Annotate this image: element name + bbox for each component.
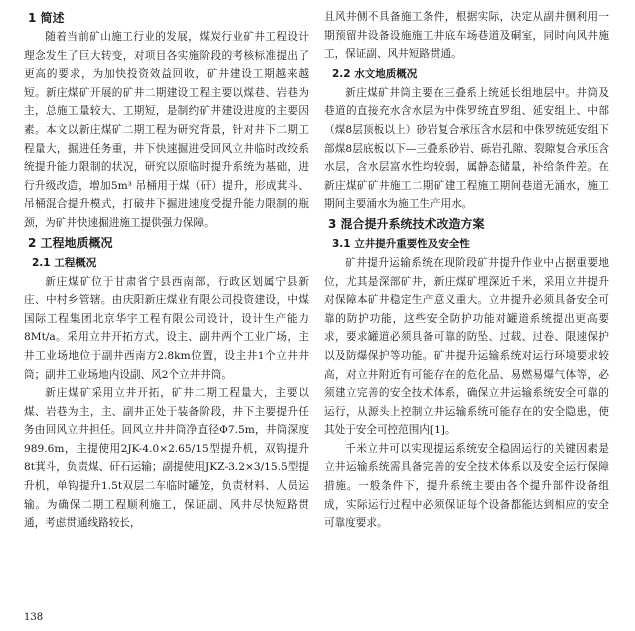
- subsection-heading-2-2: 2.2 水文地质概况: [332, 67, 418, 80]
- kilometer-shaft-paragraph: 千米立井可以实现提运系统安全稳固运行的关键因素是立井运输系统需具备完善的安全技术体系以及安全运行保障措施。一般条件下，提升系统主要由各个提升部件设备组成，实际运行过程中必须保证每个设备都能达到相应的安全可靠度要求。: [324, 442, 609, 530]
- section-heading-3: 3 混合提升系统技术改造方案: [328, 216, 485, 231]
- page-number: 138: [24, 612, 44, 623]
- right-column: [324, 8, 609, 533]
- intro-paragraph: 随着当前矿山施工行业的发展，煤炭行业矿井工程设计理念发生了巨大转变，对项目各实施阶段的考核标准提出了更高的要求，为加快投资效益回收，矿井建设工期越来越短。新庄煤矿开展的矿井二期建设工程主要以煤巷、岩巷为主，总施工量较大、工期短，是制约矿井建设进度的主要因素。本文以新庄煤矿二期工程为研究背景，针对井下二期工程量大，掘进任务重，井下快速掘进受回风立井临时改绞系统提升能力限制的状况，研究以原临时提升系统为基础，进行升级改造，增加5m³ 吊桶用于煤（矸）提升，形成萁斗、吊桶混合提升模式，打破井下掘进速度受提升能力限制的瓶颈，为矿井快速掘进施工提供强力保障。: [24, 31, 309, 229]
- continued-paragraph: 且风井侧不具备施工条件，根据实际，决定从副井侧利用一期预留井设备设施施工井底车场巷道及硐室，同时向风井施工，保证副、风井短路贯通。: [324, 11, 609, 61]
- section-heading-2: 2 工程地质概况: [28, 235, 113, 250]
- hydrogeology-paragraph: 新庄煤矿井筒主要在三叠系上统延长组地层中。井筒及巷道的直接充水含水层为中侏罗统直罗组、延安组上、中部（煤8层顶板以上）砂岩复合承压含水层和中侏罗统延安组下部煤8层底板以下—三叠系砂岩、砾岩孔隙、裂隙复合承压含水层，含水层富水性均较弱，属静态储量，补给条件差。在新庄煤矿矿井施工二期矿建工程施工期间巷道无涌水，施工期间主要涌水为施工生产用水。: [324, 86, 609, 211]
- section-heading-1: 1 简述: [28, 11, 65, 25]
- hoisting-paragraph: 新庄煤矿采用立井开拓，矿井二期工程量大，主要以煤、岩巷为主，主、副井正处于装备阶段，井下主要提升任务由回风立井担任。回风立井井筒净直径Φ7.5m，井筒深度989.6m，主提使用2JK-4.0×2.65/15型提升机，双钩提升8t萁斗，负责煤、矸石运输；副提使用JKZ-3.2×3/15.5型提升机，单钩提升1.5t双层二车临时罐笼，负责材料、人员运输。为确保二期工程顺利施工，保证副、风井尽快短路贯通，考虑贯通线路较长，: [24, 387, 309, 530]
- subsection-heading-2-1: 2.1 工程概况: [32, 256, 97, 269]
- left-column: [24, 8, 309, 533]
- shaft-safety-paragraph: 矿井提升运输系统在现阶段矿井提升作业中占据重要地位，尤其是深部矿井，新庄煤矿埋深近千米，采用立井提升对保障本矿井稳定生产意义重大。立井提升必须具备安全可靠的防护功能，这些安全防护功能对罐道系统提出更高要求，要求罐道必须具备可靠的防坠、过载、过卷、限速保护以及防爆保护等功能。矿井提升运输系统对运行环境要求较高，对立井附近有可能存在的危化品、易燃易爆气体等，必须建立完善的安全技术体系，确保立井运输系统安全可靠的运行，从源头上控制立井运输系统可能存在的安全隐患，使其处于安全可控范围内[1]。: [324, 256, 609, 437]
- subsection-heading-3-1: 3.1 立井提升重要性及安全性: [332, 237, 470, 250]
- project-overview-paragraph: 新庄煤矿位于甘肃省宁县西南部，行政区划属宁县新庄、中村乡管辖。由庆阳新庄煤业有限公司投资建设，中煤国际工程集团北京华宇工程有限公司设计，设计生产能力8Mt/a。采用立井开拓方式，设主、副井两个工业广场，主井工业场地位于副井西南方2.8km位置，设主井1个立井井筒；副井工业场地内设副、风2个立井井筒。: [24, 275, 309, 381]
